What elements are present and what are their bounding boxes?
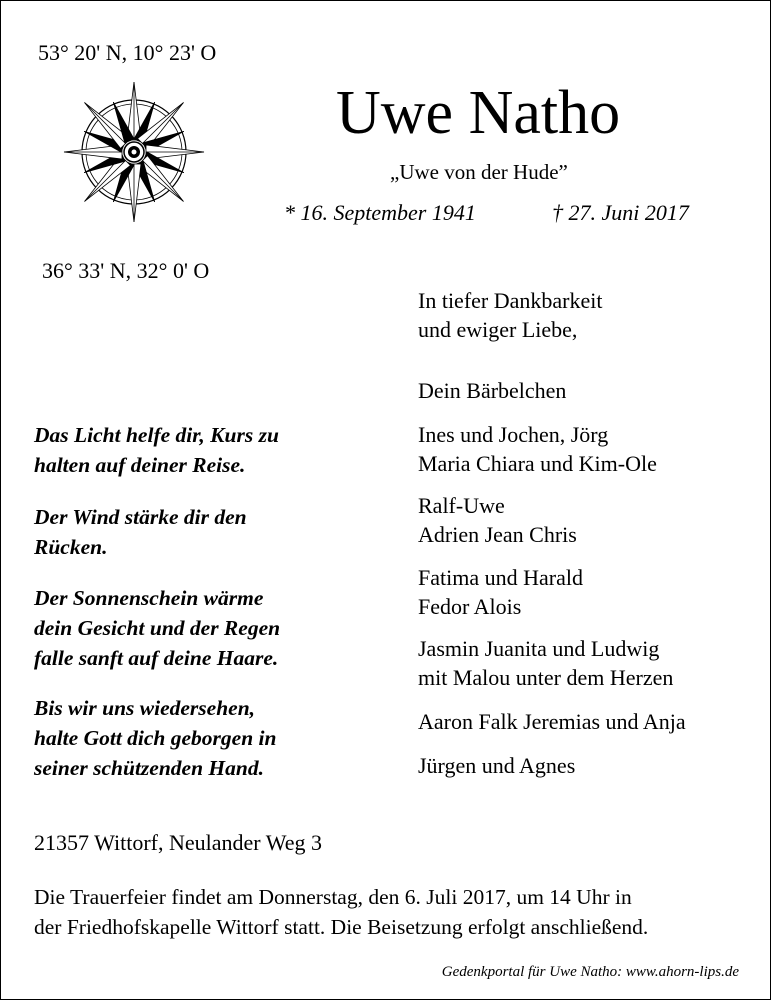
family-group bbox=[418, 376, 566, 405]
family-group bbox=[418, 420, 657, 478]
poem-stanza bbox=[34, 420, 279, 480]
intro-line: In tiefer Dankbarkeit bbox=[418, 288, 603, 313]
family-line: Ines und Jochen, Jörg bbox=[418, 422, 609, 447]
poem-line: Der Sonnenschein wärme bbox=[34, 586, 264, 610]
intro-line: und ewiger Liebe, bbox=[418, 317, 578, 342]
poem-stanza bbox=[34, 693, 276, 783]
family-group bbox=[418, 751, 575, 780]
family-line: Aaron Falk Jeremias und Anja bbox=[418, 709, 686, 734]
poem-line: Der Wind stärke dir den bbox=[34, 505, 247, 529]
coordinates-top: 53° 20' N, 10° 23' O bbox=[38, 40, 217, 65]
family-group bbox=[418, 563, 583, 621]
family-line: Jürgen und Agnes bbox=[418, 753, 576, 778]
poem-line: Bis wir uns wiedersehen, bbox=[34, 696, 256, 720]
poem-line: halte Gott dich geborgen in bbox=[34, 726, 277, 750]
notice-line: der Friedhofskapelle Wittorf statt. Die Beisetzung erfolgt anschließend. bbox=[34, 915, 649, 939]
funeral-notice bbox=[34, 882, 754, 942]
notice-line: Die Trauerfeier findet am Donnerstag, den 6. Juli 2017, um 14 Uhr in bbox=[34, 885, 632, 909]
intro-text bbox=[418, 286, 748, 344]
poem-line: halten auf deiner Reise. bbox=[34, 453, 246, 477]
family-line: Ralf-Uwe bbox=[418, 493, 505, 518]
family-line: Dein Bärbelchen bbox=[418, 378, 567, 403]
compass-rose-icon bbox=[62, 80, 206, 224]
family-line: Adrien Jean Chris bbox=[418, 522, 577, 547]
nickname: „Uwe von der Hude” bbox=[390, 160, 568, 184]
coordinates-bottom: 36° 33' N, 32° 0' O bbox=[42, 258, 210, 283]
family-line: Jasmin Juanita und Ludwig bbox=[418, 636, 660, 661]
deceased-name: Uwe Natho bbox=[336, 79, 621, 147]
poem-stanza bbox=[34, 502, 247, 562]
birth-date: * 16. September 1941 bbox=[284, 200, 476, 225]
family-line: Maria Chiara und Kim-Ole bbox=[418, 451, 657, 476]
poem-line: seiner schützenden Hand. bbox=[34, 756, 264, 780]
address: 21357 Wittorf, Neulander Weg 3 bbox=[34, 830, 322, 855]
memorial-portal-link[interactable]: Gedenkportal für Uwe Natho: www.ahorn-lips.de bbox=[441, 964, 739, 980]
poem-line: Rücken. bbox=[34, 535, 108, 559]
death-date: † 27. Juni 2017 bbox=[552, 200, 689, 225]
family-line: Fedor Alois bbox=[418, 594, 522, 619]
family-group bbox=[418, 634, 673, 692]
family-line: mit Malou unter dem Herzen bbox=[418, 665, 674, 690]
poem-stanza bbox=[34, 583, 280, 673]
poem-line: Das Licht helfe dir, Kurs zu bbox=[34, 423, 279, 447]
poem-line: falle sanft auf deine Haare. bbox=[34, 646, 279, 670]
family-line: Fatima und Harald bbox=[418, 565, 583, 590]
family-group bbox=[418, 707, 686, 736]
family-group bbox=[418, 491, 577, 549]
poem-line: dein Gesicht und der Regen bbox=[34, 616, 281, 640]
